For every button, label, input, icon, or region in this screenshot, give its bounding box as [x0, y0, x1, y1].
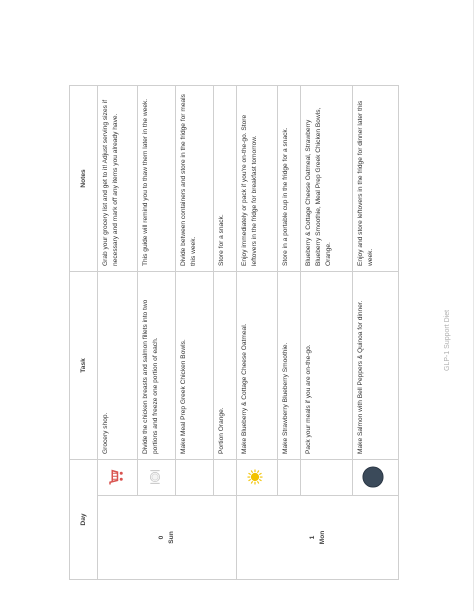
- table-body: [98, 85, 399, 579]
- day-number: 1: [308, 535, 316, 540]
- notes-cell: Store in a portable cup in the fridge for a snack.: [277, 85, 301, 271]
- notes-cell: This guide will remind you to thaw them later in the week.: [138, 85, 176, 271]
- icon-cell: [301, 459, 353, 495]
- day-cell: [98, 496, 237, 580]
- notes-cell: Enjoy immediately or pack if you're on-the-go. Store leftovers in the fridge for breakfast tomorrow.: [237, 85, 277, 271]
- icon-cell: [176, 459, 214, 495]
- table-row: [237, 85, 277, 579]
- notes-header: Notes: [70, 85, 98, 271]
- table-row: [98, 85, 138, 579]
- sun-icon: [259, 469, 266, 487]
- task-cell: Make Meal Prep Greek Chicken Bowls.: [176, 271, 214, 459]
- day-name: Sun: [168, 531, 176, 544]
- icon-cell: [237, 459, 277, 495]
- task-header: Task: [70, 271, 98, 459]
- notes-cell: Store for a snack.: [213, 85, 237, 271]
- meal-plan-table: [69, 85, 399, 580]
- day-name: Mon: [318, 530, 326, 545]
- task-cell: Portion Orange.: [213, 271, 237, 459]
- icon-cell: [213, 459, 237, 495]
- notes-cell: Enjoy and store leftovers in the fridge for dinner later this week.: [352, 85, 398, 271]
- notes-cell: Blueberry & Cottage Cheese Oatmeal, Strawberry Blueberry Smoothie, Meal Prep Greek Chicken Bowls, Orange.: [301, 85, 353, 271]
- moon-icon: [379, 467, 386, 489]
- day-header: Day: [70, 459, 98, 579]
- notes-cell: Divide between containers and store in the fridge for meals this week.: [176, 85, 214, 271]
- task-cell: Pack your meals if you are on-the-go.: [301, 271, 353, 459]
- table-header-row: [70, 85, 98, 579]
- shopping-cart-icon: [120, 469, 127, 487]
- day-cell: [237, 496, 399, 580]
- icon-cell: [138, 459, 176, 495]
- day-number: 0: [158, 535, 166, 540]
- icon-cell: [277, 459, 301, 495]
- plate-icon: [158, 470, 165, 486]
- task-cell: Divide the chicken breasts and salmon fillets into two portions and freeze one portion of each.: [138, 271, 176, 459]
- task-cell: Make Strawberry Blueberry Smoothie.: [277, 271, 301, 459]
- task-cell: Make Blueberry & Cottage Cheese Oatmeal.: [237, 271, 277, 459]
- task-cell: Grocery shop.: [98, 271, 138, 459]
- notes-cell: Grab your grocery list and get to it! Adjust serving sizes if necessary and mark off any items you already have.: [98, 85, 138, 271]
- icon-cell: [352, 459, 398, 495]
- task-cell: Make Salmon with Bell Peppers & Quinoa for dinner.: [352, 271, 398, 459]
- footer-label: GLP-1 Support Diet: [444, 309, 451, 371]
- icon-cell: [98, 459, 138, 495]
